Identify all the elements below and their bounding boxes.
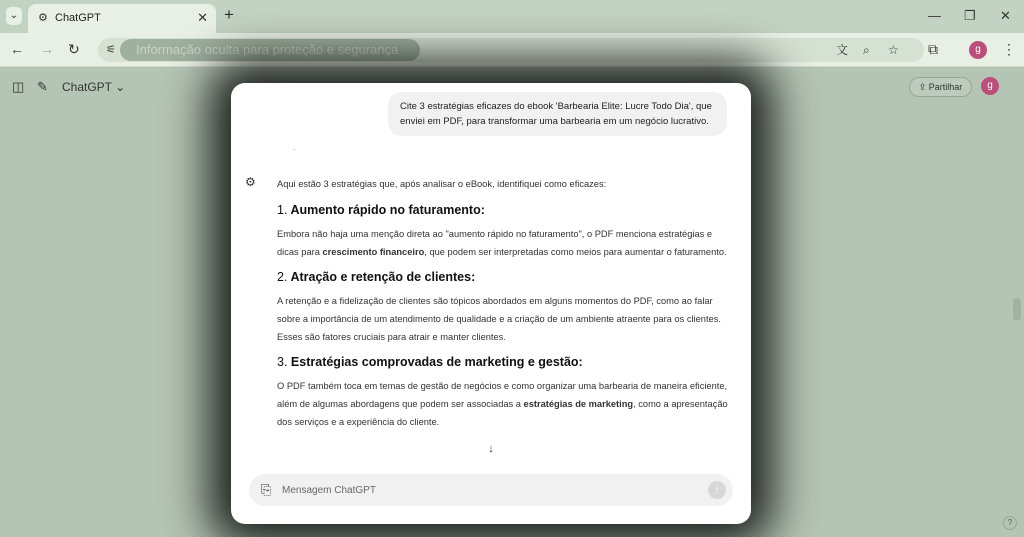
- browser-tab[interactable]: [28, 4, 216, 33]
- assistant-avatar-icon: ⚙: [245, 175, 256, 189]
- restore-icon[interactable]: ❐: [964, 8, 976, 23]
- conversation-panel: [231, 83, 751, 524]
- help-button[interactable]: ?: [1003, 516, 1017, 530]
- message-input[interactable]: [282, 480, 692, 500]
- address-bar[interactable]: [98, 38, 924, 62]
- window-close-icon[interactable]: ✕: [1000, 8, 1011, 23]
- section-number: 2.: [277, 270, 288, 284]
- extensions-icon[interactable]: ⧉: [928, 41, 938, 57]
- share-label: Partilhar: [928, 82, 963, 92]
- section-heading: 3. Estratégias comprovadas de marketing e gestão:: [277, 355, 583, 369]
- body-text: O PDF também toca em temas de gestão de negócios e como organizar uma barbearia de maneira eficiente, além de algumas abordagens que podem ser associadas a: [277, 381, 728, 409]
- section-body: [277, 377, 729, 431]
- section-number: 3.: [277, 355, 288, 369]
- bookmark-star-icon[interactable]: ☆: [888, 43, 899, 57]
- profile-avatar[interactable]: g: [969, 41, 987, 59]
- sidebar-toggle-icon[interactable]: ◫: [12, 79, 25, 94]
- section-heading: 1. Aumento rápido no faturamento:: [277, 203, 485, 217]
- reload-icon[interactable]: ↻: [68, 41, 80, 57]
- minimize-icon[interactable]: —: [928, 8, 941, 23]
- tab-strip: [0, 0, 1024, 33]
- section-title: Atração e retenção de clientes: [290, 270, 472, 284]
- address-bar-text[interactable]: Informação oculta para proteção e segurança: [120, 39, 420, 61]
- attach-icon[interactable]: ⎘: [261, 482, 272, 497]
- section-body: [277, 292, 729, 346]
- forward-icon[interactable]: →: [40, 41, 54, 57]
- section-body: [277, 225, 729, 261]
- scroll-to-bottom-button[interactable]: [483, 441, 499, 457]
- model-label: ChatGPT: [62, 80, 112, 94]
- section-heading: 2. Atração e retenção de clientes:: [277, 270, 476, 284]
- close-icon[interactable]: ✕: [197, 10, 208, 25]
- chevron-down-icon: ⌄: [115, 80, 126, 94]
- browser-toolbar: [0, 33, 1024, 67]
- kebab-menu-icon[interactable]: ⋮: [1002, 41, 1016, 57]
- share-icon: ⇪: [918, 82, 927, 92]
- share-button[interactable]: [909, 77, 972, 97]
- new-chat-icon[interactable]: ✎: [37, 79, 48, 94]
- body-text: , como a apresentação dos serviços e a experiência do cliente.: [277, 399, 728, 427]
- zoom-icon[interactable]: ⌕: [863, 43, 870, 57]
- arrow-up-icon: ↑: [714, 484, 720, 496]
- section-number: 1.: [277, 203, 288, 217]
- model-selector[interactable]: [62, 80, 125, 94]
- separator-dot: .: [293, 143, 296, 152]
- site-info-icon[interactable]: ⚟: [106, 44, 116, 56]
- user-message: Cite 3 estratégias eficazes do ebook 'Barbearia Elite: Lucre Todo Dia', que enviei em PDF, para transformar uma barbearia em um negócio lucrativo.: [388, 92, 727, 136]
- body-text: A retenção e a fidelização de clientes são tópicos abordados em alguns momentos do PDF, como ao falar sobre a importância de um atendimento de qualidade e a criação de um ambiente atraente para os clientes. Esses são fatores cruciais para atrair e manter clientes.: [277, 296, 721, 342]
- send-button[interactable]: [708, 481, 726, 499]
- assistant-intro: Aqui estão 3 estratégias que, após analisar o eBook, identifiquei como eficazes:: [277, 179, 607, 189]
- message-composer: [249, 474, 733, 506]
- translate-icon[interactable]: 文: [836, 43, 849, 57]
- tab-search-icon[interactable]: ⌄: [6, 7, 22, 25]
- user-avatar[interactable]: g: [981, 77, 999, 95]
- body-text: , que podem ser interpretadas como meios para aumentar o faturamento.: [424, 247, 727, 257]
- scrollbar-thumb[interactable]: [1013, 298, 1021, 320]
- section-title: Aumento rápido no faturamento: [290, 203, 481, 217]
- arrow-down-icon: ↓: [488, 443, 494, 455]
- tab-title: ChatGPT: [55, 12, 101, 24]
- new-tab-button[interactable]: +: [224, 5, 234, 24]
- chatgpt-favicon: ⚙: [38, 12, 48, 24]
- section-title: Estratégias comprovadas de marketing e gestão: [290, 355, 579, 369]
- body-bold-text: estratégias de marketing: [523, 399, 634, 409]
- back-icon[interactable]: ←: [10, 41, 24, 57]
- assistant-message: [277, 175, 729, 438]
- body-text: Embora não haja uma menção direta ao "aumento rápido no faturamento", o PDF menciona estratégias e dicas para: [277, 229, 713, 257]
- body-bold-text: crescimento financeiro: [322, 247, 425, 257]
